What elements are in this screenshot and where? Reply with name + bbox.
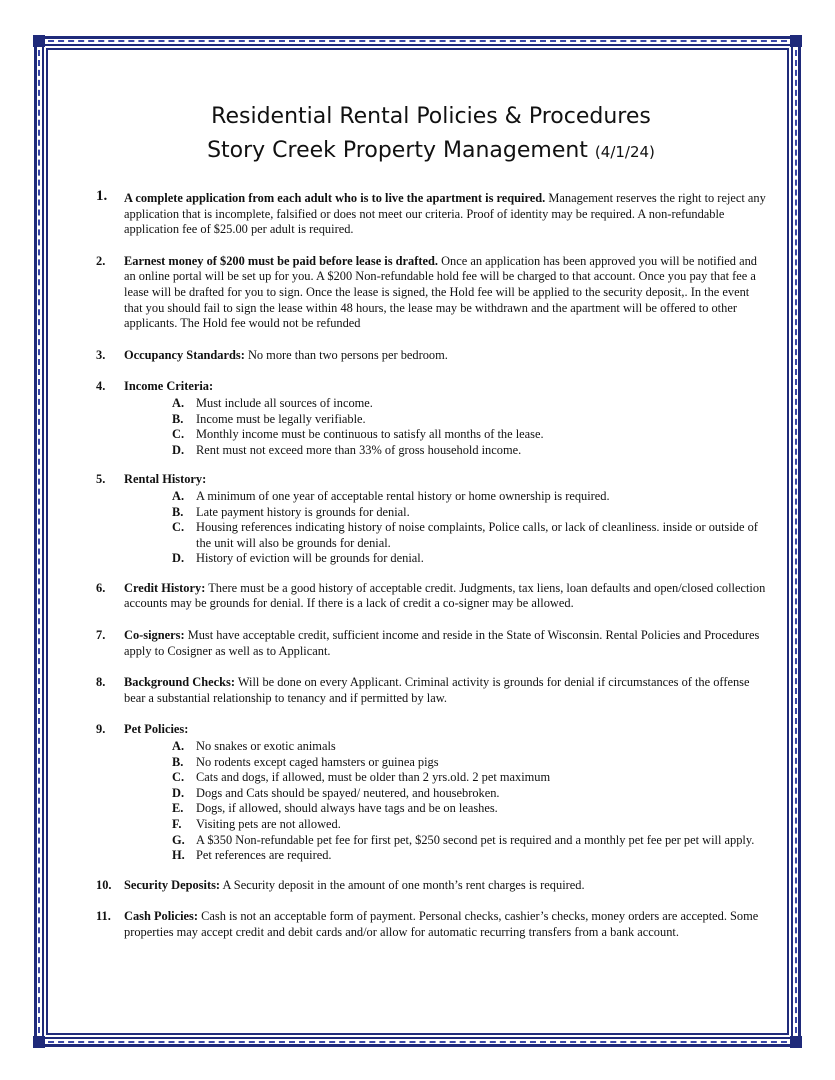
subitem-text: No snakes or exotic animals <box>196 739 336 754</box>
policy-subitem <box>172 801 766 817</box>
policy-heading: Income Criteria: <box>124 379 214 394</box>
subitem-letter: A. <box>172 739 185 754</box>
subitem-text: Monthly income must be continuous to satisfy all months of the lease. <box>196 427 544 442</box>
policy-heading: Pet Policies: <box>124 722 189 737</box>
subitem-text: Income must be legally verifiable. <box>196 411 366 426</box>
policy-item <box>96 472 766 567</box>
policy-heading: Co-signers: <box>124 628 185 643</box>
title-line-2 <box>66 134 796 169</box>
policy-item <box>96 188 766 238</box>
policy-text: Management reserves the right to reject any application that is incomplete, falsified or does not meet our criteria. Proof of identity may be required. A non-refundable application fee of $25.00 per adult is required. <box>124 191 766 237</box>
subitem-letter: A. <box>172 395 185 410</box>
policy-text: A Security deposit in the amount of one month’s rent charges is required. <box>222 877 585 892</box>
policy-subitem <box>172 833 766 849</box>
policy-number: 5. <box>96 472 106 487</box>
policy-number: 1. <box>96 188 108 204</box>
policy-text: No more than two persons per bedroom. <box>247 347 448 362</box>
policy-subitem <box>172 505 766 521</box>
policy-text: Must have acceptable credit, sufficient income and reside in the State of Wisconsin. Rental Policies and Procedures apply to Cosigner as well as to Applicant. <box>124 628 760 658</box>
border-corner <box>33 1036 45 1048</box>
policy-subitem <box>172 770 766 786</box>
policy-subitem <box>172 817 766 833</box>
policy-heading: Earnest money of $200 must be paid before lease is drafted. <box>124 253 438 268</box>
subitem-letter: C. <box>172 520 185 535</box>
border-corner <box>790 35 802 47</box>
policy-heading: Background Checks: <box>124 675 235 690</box>
policy-item <box>96 348 766 364</box>
policy-number: 3. <box>96 347 106 362</box>
policy-paragraph <box>124 379 766 395</box>
subitem-text: Housing references indicating history of noise complaints, Police calls, or lack of cleanliness. inside or outside of the unit will also be grounds for denial. <box>196 520 758 550</box>
policy-paragraph <box>124 878 766 894</box>
policy-subitem <box>172 739 766 755</box>
policy-paragraph <box>124 348 766 364</box>
policy-text: Will be done on every Applicant. Criminal activity is grounds for denial if circumstances of the offense bear a substantial relationship to tenancy and if permitted by law. <box>124 675 750 705</box>
subitem-text: Rent must not exceed more than 33% of gross household income. <box>196 442 522 457</box>
document-title <box>66 100 796 169</box>
policy-item <box>96 581 766 612</box>
policy-heading: A complete application from each adult who is to live the apartment is required. <box>124 191 546 205</box>
policy-paragraph <box>124 722 766 738</box>
policy-paragraph <box>124 628 766 659</box>
subitem-letter: A. <box>172 488 185 503</box>
subitem-text: Late payment history is grounds for denial. <box>196 504 410 519</box>
subitem-letter: F. <box>172 817 182 831</box>
policy-subitem <box>172 520 766 551</box>
policy-paragraph <box>124 675 766 706</box>
subitem-letter: D. <box>172 442 185 457</box>
policy-item <box>96 878 766 894</box>
subitem-letter: B. <box>172 411 184 426</box>
policy-heading: Cash Policies: <box>124 909 198 924</box>
policy-subitem <box>172 489 766 505</box>
policy-item <box>96 675 766 706</box>
border-corner <box>33 35 45 47</box>
policy-paragraph <box>124 909 766 940</box>
document-date: (4/1/24) <box>594 143 655 161</box>
policy-paragraph <box>124 191 766 238</box>
subitem-text: A $350 Non-refundable pet fee for first pet, $250 second pet is required and a monthly pet fee per pet will apply. <box>196 832 755 847</box>
policy-number: 11. <box>96 909 111 924</box>
policy-subitem <box>172 551 766 567</box>
subitem-letter: B. <box>172 754 184 769</box>
subitem-text: Must include all sources of income. <box>196 395 373 410</box>
policy-subitem <box>172 848 766 864</box>
border-corner <box>790 1036 802 1048</box>
policy-text: Once an application has been approved you will be notified and an online portal will be set up for you. A $200 Non-refundable hold fee will be charged to that account. Once you pay that fee a lease will be drafted for you to sign. Once the lease is signed, the Hold fee will be applied to the security deposit,. In the event that you should fail to sign the lease within 48 hours, the lease may be withdrawn and the apartment will be offered to other applicants. The Hold fee would not be refunded <box>124 253 757 331</box>
policy-subitem <box>172 755 766 771</box>
subitem-text: A minimum of one year of acceptable rental history or home ownership is required. <box>196 488 610 503</box>
policy-sublist <box>172 739 766 864</box>
subitem-letter: C. <box>172 770 185 785</box>
policy-number: 8. <box>96 675 106 690</box>
policy-heading: Credit History: <box>124 580 206 595</box>
policy-subitem <box>172 396 766 412</box>
subitem-letter: B. <box>172 504 184 519</box>
policy-heading: Occupancy Standards: <box>124 347 245 362</box>
subitem-letter: C. <box>172 427 185 442</box>
policy-heading: Security Deposits: <box>124 877 221 892</box>
policy-number: 2. <box>96 253 106 268</box>
policy-subitem <box>172 786 766 802</box>
policy-number: 10. <box>96 877 112 892</box>
subitem-letter: D. <box>172 785 185 800</box>
policy-paragraph <box>124 254 766 332</box>
title-line-1: Residential Rental Policies & Procedures <box>211 104 651 129</box>
subitem-text: Dogs, if allowed, should always have tags and be on leashes. <box>196 801 498 816</box>
policy-text: There must be a good history of acceptable credit. Judgments, tax liens, loan defaults and open/closed collection accounts may be grounds for denial. If there is a lack of credit a co-signer may be allowed. <box>124 580 766 611</box>
policy-heading: Rental History: <box>124 472 207 487</box>
policy-sublist <box>172 489 766 567</box>
policy-sublist <box>172 396 766 458</box>
policy-item <box>96 379 766 458</box>
document-body <box>96 100 766 957</box>
subitem-text: Pet references are required. <box>196 848 332 863</box>
subitem-text: Dogs and Cats should be spayed/ neutered, and housebroken. <box>196 785 500 800</box>
policy-list <box>96 188 766 941</box>
policy-item <box>96 628 766 659</box>
policy-number: 6. <box>96 580 106 595</box>
policy-number: 7. <box>96 628 106 643</box>
policy-item <box>96 909 766 940</box>
policy-subitem <box>172 427 766 443</box>
subitem-letter: D. <box>172 551 185 566</box>
policy-paragraph <box>124 472 766 488</box>
policy-subitem <box>172 412 766 428</box>
policy-number: 4. <box>96 379 106 394</box>
policy-paragraph <box>124 581 766 612</box>
company-name: Story Creek Property Management <box>207 138 588 163</box>
policy-number: 9. <box>96 722 106 737</box>
subitem-text: No rodents except caged hamsters or guinea pigs <box>196 754 439 769</box>
policy-item <box>96 722 766 863</box>
subitem-text: Cats and dogs, if allowed, must be older than 2 yrs.old. 2 pet maximum <box>196 770 551 785</box>
subitem-text: History of eviction will be grounds for denial. <box>196 551 424 566</box>
subitem-letter: H. <box>172 848 185 863</box>
subitem-letter: G. <box>172 832 185 847</box>
policy-item <box>96 254 766 332</box>
subitem-text: Visiting pets are not allowed. <box>196 817 341 831</box>
subitem-letter: E. <box>172 801 184 816</box>
policy-subitem <box>172 443 766 459</box>
policy-text: Cash is not an acceptable form of payment. Personal checks, cashier’s checks, money orders are accepted. Some properties may accept credit and debit cards and/or allow for automatic recurring transfers from a bank account. <box>124 909 759 939</box>
